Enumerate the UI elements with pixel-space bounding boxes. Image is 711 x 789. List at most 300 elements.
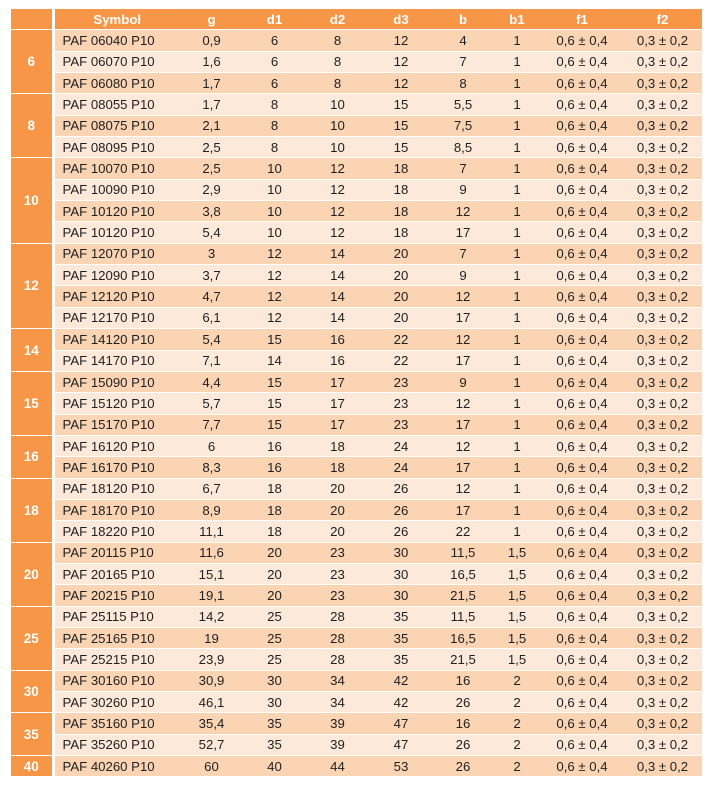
cell-d1: 6 <box>243 51 306 72</box>
cell-symbol: PAF 14120 P10 <box>53 329 180 350</box>
cell-d1: 10 <box>243 222 306 243</box>
cell-d2: 17 <box>306 393 369 414</box>
cell-b1: 1,5 <box>493 649 541 670</box>
cell-d2: 23 <box>306 585 369 606</box>
cell-d1: 8 <box>243 94 306 115</box>
table-row <box>11 670 702 691</box>
cell-d2: 23 <box>306 542 369 563</box>
cell-b: 17 <box>433 222 493 243</box>
cell-f2: 0,3 ± 0,2 <box>623 137 702 158</box>
cell-b: 17 <box>433 414 493 435</box>
cell-symbol: PAF 10120 P10 <box>53 222 180 243</box>
cell-b: 21,5 <box>433 649 493 670</box>
group-label: 6 <box>11 30 53 94</box>
cell-d3: 12 <box>369 30 433 51</box>
table-row <box>11 756 702 777</box>
cell-symbol: PAF 35160 P10 <box>53 713 180 734</box>
table-row <box>11 499 702 520</box>
cell-f2: 0,3 ± 0,2 <box>623 51 702 72</box>
cell-b: 12 <box>433 286 493 307</box>
cell-f2: 0,3 ± 0,2 <box>623 585 702 606</box>
cell-g: 1,7 <box>180 73 243 94</box>
cell-symbol: PAF 14170 P10 <box>53 350 180 371</box>
cell-f2: 0,3 ± 0,2 <box>623 670 702 691</box>
header-d2: d2 <box>306 9 369 30</box>
cell-b1: 1 <box>493 371 541 392</box>
cell-b: 12 <box>433 393 493 414</box>
cell-d3: 42 <box>369 670 433 691</box>
cell-f2: 0,3 ± 0,2 <box>623 692 702 713</box>
cell-f1: 0,6 ± 0,4 <box>541 457 623 478</box>
cell-d1: 15 <box>243 329 306 350</box>
cell-g: 23,9 <box>180 649 243 670</box>
cell-f1: 0,6 ± 0,4 <box>541 414 623 435</box>
cell-d1: 35 <box>243 713 306 734</box>
cell-d1: 12 <box>243 286 306 307</box>
cell-b: 9 <box>433 179 493 200</box>
cell-g: 19,1 <box>180 585 243 606</box>
cell-f2: 0,3 ± 0,2 <box>623 499 702 520</box>
table-row <box>11 30 702 51</box>
cell-f1: 0,6 ± 0,4 <box>541 179 623 200</box>
cell-d1: 10 <box>243 158 306 179</box>
cell-f1: 0,6 ± 0,4 <box>541 499 623 520</box>
cell-f2: 0,3 ± 0,2 <box>623 371 702 392</box>
cell-b1: 1 <box>493 94 541 115</box>
cell-f2: 0,3 ± 0,2 <box>623 329 702 350</box>
cell-b1: 1 <box>493 73 541 94</box>
cell-b: 21,5 <box>433 585 493 606</box>
cell-g: 6,7 <box>180 478 243 499</box>
cell-d3: 15 <box>369 115 433 136</box>
cell-f1: 0,6 ± 0,4 <box>541 563 623 584</box>
cell-symbol: PAF 06070 P10 <box>53 51 180 72</box>
cell-b: 9 <box>433 265 493 286</box>
group-label: 16 <box>11 435 53 478</box>
cell-d2: 14 <box>306 243 369 264</box>
cell-f2: 0,3 ± 0,2 <box>623 478 702 499</box>
cell-b1: 1 <box>493 435 541 456</box>
table-row <box>11 521 702 542</box>
cell-f2: 0,3 ± 0,2 <box>623 243 702 264</box>
cell-d1: 20 <box>243 585 306 606</box>
cell-d2: 20 <box>306 499 369 520</box>
cell-b: 7 <box>433 243 493 264</box>
cell-d2: 20 <box>306 521 369 542</box>
cell-g: 7,7 <box>180 414 243 435</box>
cell-f1: 0,6 ± 0,4 <box>541 329 623 350</box>
table-row <box>11 414 702 435</box>
cell-symbol: PAF 20115 P10 <box>53 542 180 563</box>
cell-d2: 8 <box>306 51 369 72</box>
cell-g: 1,7 <box>180 94 243 115</box>
cell-f1: 0,6 ± 0,4 <box>541 94 623 115</box>
cell-f2: 0,3 ± 0,2 <box>623 115 702 136</box>
table-row <box>11 158 702 179</box>
cell-g: 6,1 <box>180 307 243 328</box>
cell-d3: 26 <box>369 478 433 499</box>
cell-d2: 16 <box>306 329 369 350</box>
cell-g: 1,6 <box>180 51 243 72</box>
table-row <box>11 222 702 243</box>
cell-f2: 0,3 ± 0,2 <box>623 350 702 371</box>
cell-d1: 16 <box>243 457 306 478</box>
cell-b1: 2 <box>493 734 541 755</box>
table-row <box>11 94 702 115</box>
cell-f2: 0,3 ± 0,2 <box>623 627 702 648</box>
cell-d1: 8 <box>243 115 306 136</box>
cell-d1: 6 <box>243 30 306 51</box>
group-label: 10 <box>11 158 53 243</box>
cell-b: 22 <box>433 521 493 542</box>
cell-g: 60 <box>180 756 243 777</box>
cell-d3: 15 <box>369 94 433 115</box>
cell-b1: 1 <box>493 30 541 51</box>
cell-b1: 1 <box>493 115 541 136</box>
table-row <box>11 457 702 478</box>
cell-d3: 23 <box>369 393 433 414</box>
cell-symbol: PAF 16170 P10 <box>53 457 180 478</box>
cell-symbol: PAF 10070 P10 <box>53 158 180 179</box>
cell-b1: 1 <box>493 393 541 414</box>
cell-symbol: PAF 25215 P10 <box>53 649 180 670</box>
cell-g: 4,7 <box>180 286 243 307</box>
cell-f2: 0,3 ± 0,2 <box>623 606 702 627</box>
cell-d3: 26 <box>369 521 433 542</box>
cell-f2: 0,3 ± 0,2 <box>623 542 702 563</box>
cell-d1: 20 <box>243 563 306 584</box>
cell-d2: 44 <box>306 756 369 777</box>
cell-g: 2,1 <box>180 115 243 136</box>
cell-f1: 0,6 ± 0,4 <box>541 756 623 777</box>
cell-f2: 0,3 ± 0,2 <box>623 30 702 51</box>
cell-symbol: PAF 12120 P10 <box>53 286 180 307</box>
cell-symbol: PAF 18120 P10 <box>53 478 180 499</box>
cell-f2: 0,3 ± 0,2 <box>623 414 702 435</box>
cell-d3: 20 <box>369 243 433 264</box>
cell-f1: 0,6 ± 0,4 <box>541 265 623 286</box>
cell-d3: 22 <box>369 329 433 350</box>
table-row <box>11 201 702 222</box>
cell-f2: 0,3 ± 0,2 <box>623 73 702 94</box>
cell-g: 2,9 <box>180 179 243 200</box>
table-row <box>11 350 702 371</box>
cell-b1: 1,5 <box>493 563 541 584</box>
cell-d1: 15 <box>243 414 306 435</box>
table-row <box>11 542 702 563</box>
cell-d2: 14 <box>306 286 369 307</box>
cell-d2: 28 <box>306 627 369 648</box>
cell-f2: 0,3 ± 0,2 <box>623 286 702 307</box>
cell-b: 7 <box>433 51 493 72</box>
cell-f2: 0,3 ± 0,2 <box>623 521 702 542</box>
cell-f2: 0,3 ± 0,2 <box>623 713 702 734</box>
cell-symbol: PAF 08075 P10 <box>53 115 180 136</box>
cell-f1: 0,6 ± 0,4 <box>541 201 623 222</box>
cell-d3: 30 <box>369 585 433 606</box>
cell-f2: 0,3 ± 0,2 <box>623 307 702 328</box>
cell-f1: 0,6 ± 0,4 <box>541 649 623 670</box>
cell-b1: 1 <box>493 457 541 478</box>
cell-symbol: PAF 06040 P10 <box>53 30 180 51</box>
cell-d2: 34 <box>306 692 369 713</box>
cell-d2: 12 <box>306 201 369 222</box>
cell-d1: 18 <box>243 478 306 499</box>
table-row <box>11 243 702 264</box>
cell-f1: 0,6 ± 0,4 <box>541 627 623 648</box>
cell-d3: 15 <box>369 137 433 158</box>
group-label: 12 <box>11 243 53 328</box>
cell-d2: 14 <box>306 307 369 328</box>
cell-b: 9 <box>433 371 493 392</box>
cell-f2: 0,3 ± 0,2 <box>623 201 702 222</box>
cell-symbol: PAF 20165 P10 <box>53 563 180 584</box>
cell-d3: 20 <box>369 265 433 286</box>
table-row <box>11 692 702 713</box>
cell-b1: 1 <box>493 222 541 243</box>
cell-symbol: PAF 10120 P10 <box>53 201 180 222</box>
cell-d3: 22 <box>369 350 433 371</box>
header-b: b <box>433 9 493 30</box>
cell-d3: 26 <box>369 499 433 520</box>
cell-d3: 47 <box>369 713 433 734</box>
cell-d3: 20 <box>369 286 433 307</box>
cell-b: 17 <box>433 350 493 371</box>
cell-d1: 30 <box>243 670 306 691</box>
cell-d2: 14 <box>306 265 369 286</box>
cell-d1: 40 <box>243 756 306 777</box>
cell-b: 26 <box>433 692 493 713</box>
cell-d1: 6 <box>243 73 306 94</box>
cell-f1: 0,6 ± 0,4 <box>541 158 623 179</box>
cell-f1: 0,6 ± 0,4 <box>541 350 623 371</box>
cell-b1: 1,5 <box>493 585 541 606</box>
table-row <box>11 137 702 158</box>
cell-b: 16,5 <box>433 627 493 648</box>
cell-symbol: PAF 15090 P10 <box>53 371 180 392</box>
cell-d3: 30 <box>369 563 433 584</box>
table-row <box>11 179 702 200</box>
header-f2: f2 <box>623 9 702 30</box>
cell-d3: 23 <box>369 371 433 392</box>
cell-d3: 18 <box>369 179 433 200</box>
cell-d3: 18 <box>369 222 433 243</box>
cell-b: 12 <box>433 478 493 499</box>
cell-d1: 8 <box>243 137 306 158</box>
table-body <box>11 30 702 777</box>
cell-d1: 12 <box>243 307 306 328</box>
cell-b1: 1,5 <box>493 606 541 627</box>
cell-d2: 39 <box>306 713 369 734</box>
cell-d3: 53 <box>369 756 433 777</box>
cell-d2: 10 <box>306 115 369 136</box>
cell-g: 11,1 <box>180 521 243 542</box>
cell-d3: 12 <box>369 73 433 94</box>
cell-b1: 2 <box>493 713 541 734</box>
cell-f1: 0,6 ± 0,4 <box>541 371 623 392</box>
cell-f2: 0,3 ± 0,2 <box>623 393 702 414</box>
cell-b1: 1 <box>493 243 541 264</box>
table-row <box>11 307 702 328</box>
cell-g: 7,1 <box>180 350 243 371</box>
cell-symbol: PAF 06080 P10 <box>53 73 180 94</box>
table-row <box>11 329 702 350</box>
cell-d1: 18 <box>243 499 306 520</box>
cell-d3: 18 <box>369 158 433 179</box>
cell-d2: 39 <box>306 734 369 755</box>
cell-symbol: PAF 15170 P10 <box>53 414 180 435</box>
cell-d2: 10 <box>306 137 369 158</box>
cell-f1: 0,6 ± 0,4 <box>541 606 623 627</box>
cell-d2: 12 <box>306 222 369 243</box>
cell-symbol: PAF 25115 P10 <box>53 606 180 627</box>
cell-symbol: PAF 12090 P10 <box>53 265 180 286</box>
table-row <box>11 115 702 136</box>
cell-d3: 18 <box>369 201 433 222</box>
cell-b1: 2 <box>493 756 541 777</box>
cell-f1: 0,6 ± 0,4 <box>541 243 623 264</box>
group-label: 30 <box>11 670 53 713</box>
cell-d2: 12 <box>306 158 369 179</box>
cell-d2: 20 <box>306 478 369 499</box>
cell-b: 16,5 <box>433 563 493 584</box>
cell-d3: 42 <box>369 692 433 713</box>
cell-d1: 30 <box>243 692 306 713</box>
cell-g: 5,4 <box>180 222 243 243</box>
group-label: 40 <box>11 756 53 777</box>
cell-f1: 0,6 ± 0,4 <box>541 692 623 713</box>
cell-d1: 10 <box>243 179 306 200</box>
cell-symbol: PAF 12070 P10 <box>53 243 180 264</box>
cell-b: 26 <box>433 756 493 777</box>
table-row <box>11 627 702 648</box>
table-row <box>11 478 702 499</box>
group-label: 20 <box>11 542 53 606</box>
cell-d2: 28 <box>306 649 369 670</box>
table-row <box>11 585 702 606</box>
group-label: 14 <box>11 329 53 372</box>
cell-f2: 0,3 ± 0,2 <box>623 435 702 456</box>
cell-b: 12 <box>433 201 493 222</box>
cell-d3: 24 <box>369 457 433 478</box>
cell-g: 11,6 <box>180 542 243 563</box>
cell-f1: 0,6 ± 0,4 <box>541 115 623 136</box>
cell-d2: 17 <box>306 414 369 435</box>
cell-b: 12 <box>433 329 493 350</box>
cell-g: 19 <box>180 627 243 648</box>
cell-b1: 1 <box>493 201 541 222</box>
cell-d1: 12 <box>243 265 306 286</box>
cell-f2: 0,3 ± 0,2 <box>623 265 702 286</box>
cell-d1: 20 <box>243 542 306 563</box>
header-g: g <box>180 9 243 30</box>
header-d3: d3 <box>369 9 433 30</box>
cell-symbol: PAF 30160 P10 <box>53 670 180 691</box>
cell-b1: 2 <box>493 692 541 713</box>
header-d1: d1 <box>243 9 306 30</box>
cell-f2: 0,3 ± 0,2 <box>623 756 702 777</box>
cell-g: 8,3 <box>180 457 243 478</box>
cell-b: 8 <box>433 73 493 94</box>
cell-symbol: PAF 12170 P10 <box>53 307 180 328</box>
table-row <box>11 73 702 94</box>
cell-b: 16 <box>433 670 493 691</box>
cell-f1: 0,6 ± 0,4 <box>541 585 623 606</box>
cell-b1: 1 <box>493 265 541 286</box>
table-row <box>11 713 702 734</box>
cell-d1: 25 <box>243 606 306 627</box>
cell-g: 3,8 <box>180 201 243 222</box>
cell-b1: 1 <box>493 350 541 371</box>
header-f1: f1 <box>541 9 623 30</box>
cell-d3: 30 <box>369 542 433 563</box>
cell-b: 12 <box>433 435 493 456</box>
cell-d1: 25 <box>243 649 306 670</box>
cell-b1: 1 <box>493 521 541 542</box>
cell-g: 2,5 <box>180 158 243 179</box>
cell-symbol: PAF 16120 P10 <box>53 435 180 456</box>
cell-symbol: PAF 08095 P10 <box>53 137 180 158</box>
cell-b1: 1 <box>493 179 541 200</box>
table-row <box>11 734 702 755</box>
cell-g: 4,4 <box>180 371 243 392</box>
cell-g: 8,9 <box>180 499 243 520</box>
cell-g: 52,7 <box>180 734 243 755</box>
cell-b: 11,5 <box>433 606 493 627</box>
cell-d3: 47 <box>369 734 433 755</box>
cell-b1: 2 <box>493 670 541 691</box>
cell-f1: 0,6 ± 0,4 <box>541 542 623 563</box>
header-corner <box>11 9 53 30</box>
cell-g: 30,9 <box>180 670 243 691</box>
cell-b1: 1,5 <box>493 542 541 563</box>
cell-d1: 18 <box>243 521 306 542</box>
cell-g: 6 <box>180 435 243 456</box>
cell-d3: 35 <box>369 627 433 648</box>
group-label: 25 <box>11 606 53 670</box>
cell-g: 14,2 <box>180 606 243 627</box>
cell-g: 3,7 <box>180 265 243 286</box>
cell-b1: 1 <box>493 414 541 435</box>
cell-d2: 18 <box>306 457 369 478</box>
cell-b1: 1 <box>493 307 541 328</box>
cell-symbol: PAF 08055 P10 <box>53 94 180 115</box>
cell-d2: 28 <box>306 606 369 627</box>
cell-b: 8,5 <box>433 137 493 158</box>
cell-f2: 0,3 ± 0,2 <box>623 179 702 200</box>
cell-f2: 0,3 ± 0,2 <box>623 222 702 243</box>
table-row <box>11 286 702 307</box>
cell-g: 15,1 <box>180 563 243 584</box>
cell-f1: 0,6 ± 0,4 <box>541 521 623 542</box>
cell-b: 26 <box>433 734 493 755</box>
header-row <box>11 9 702 30</box>
cell-b: 11,5 <box>433 542 493 563</box>
cell-d1: 25 <box>243 627 306 648</box>
cell-symbol: PAF 18170 P10 <box>53 499 180 520</box>
cell-d2: 34 <box>306 670 369 691</box>
table-row <box>11 51 702 72</box>
cell-b1: 1,5 <box>493 627 541 648</box>
cell-f1: 0,6 ± 0,4 <box>541 393 623 414</box>
cell-f2: 0,3 ± 0,2 <box>623 649 702 670</box>
cell-f2: 0,3 ± 0,2 <box>623 734 702 755</box>
table-row <box>11 649 702 670</box>
cell-f2: 0,3 ± 0,2 <box>623 94 702 115</box>
cell-d1: 16 <box>243 435 306 456</box>
bearing-spec-table <box>11 8 702 777</box>
cell-f2: 0,3 ± 0,2 <box>623 158 702 179</box>
